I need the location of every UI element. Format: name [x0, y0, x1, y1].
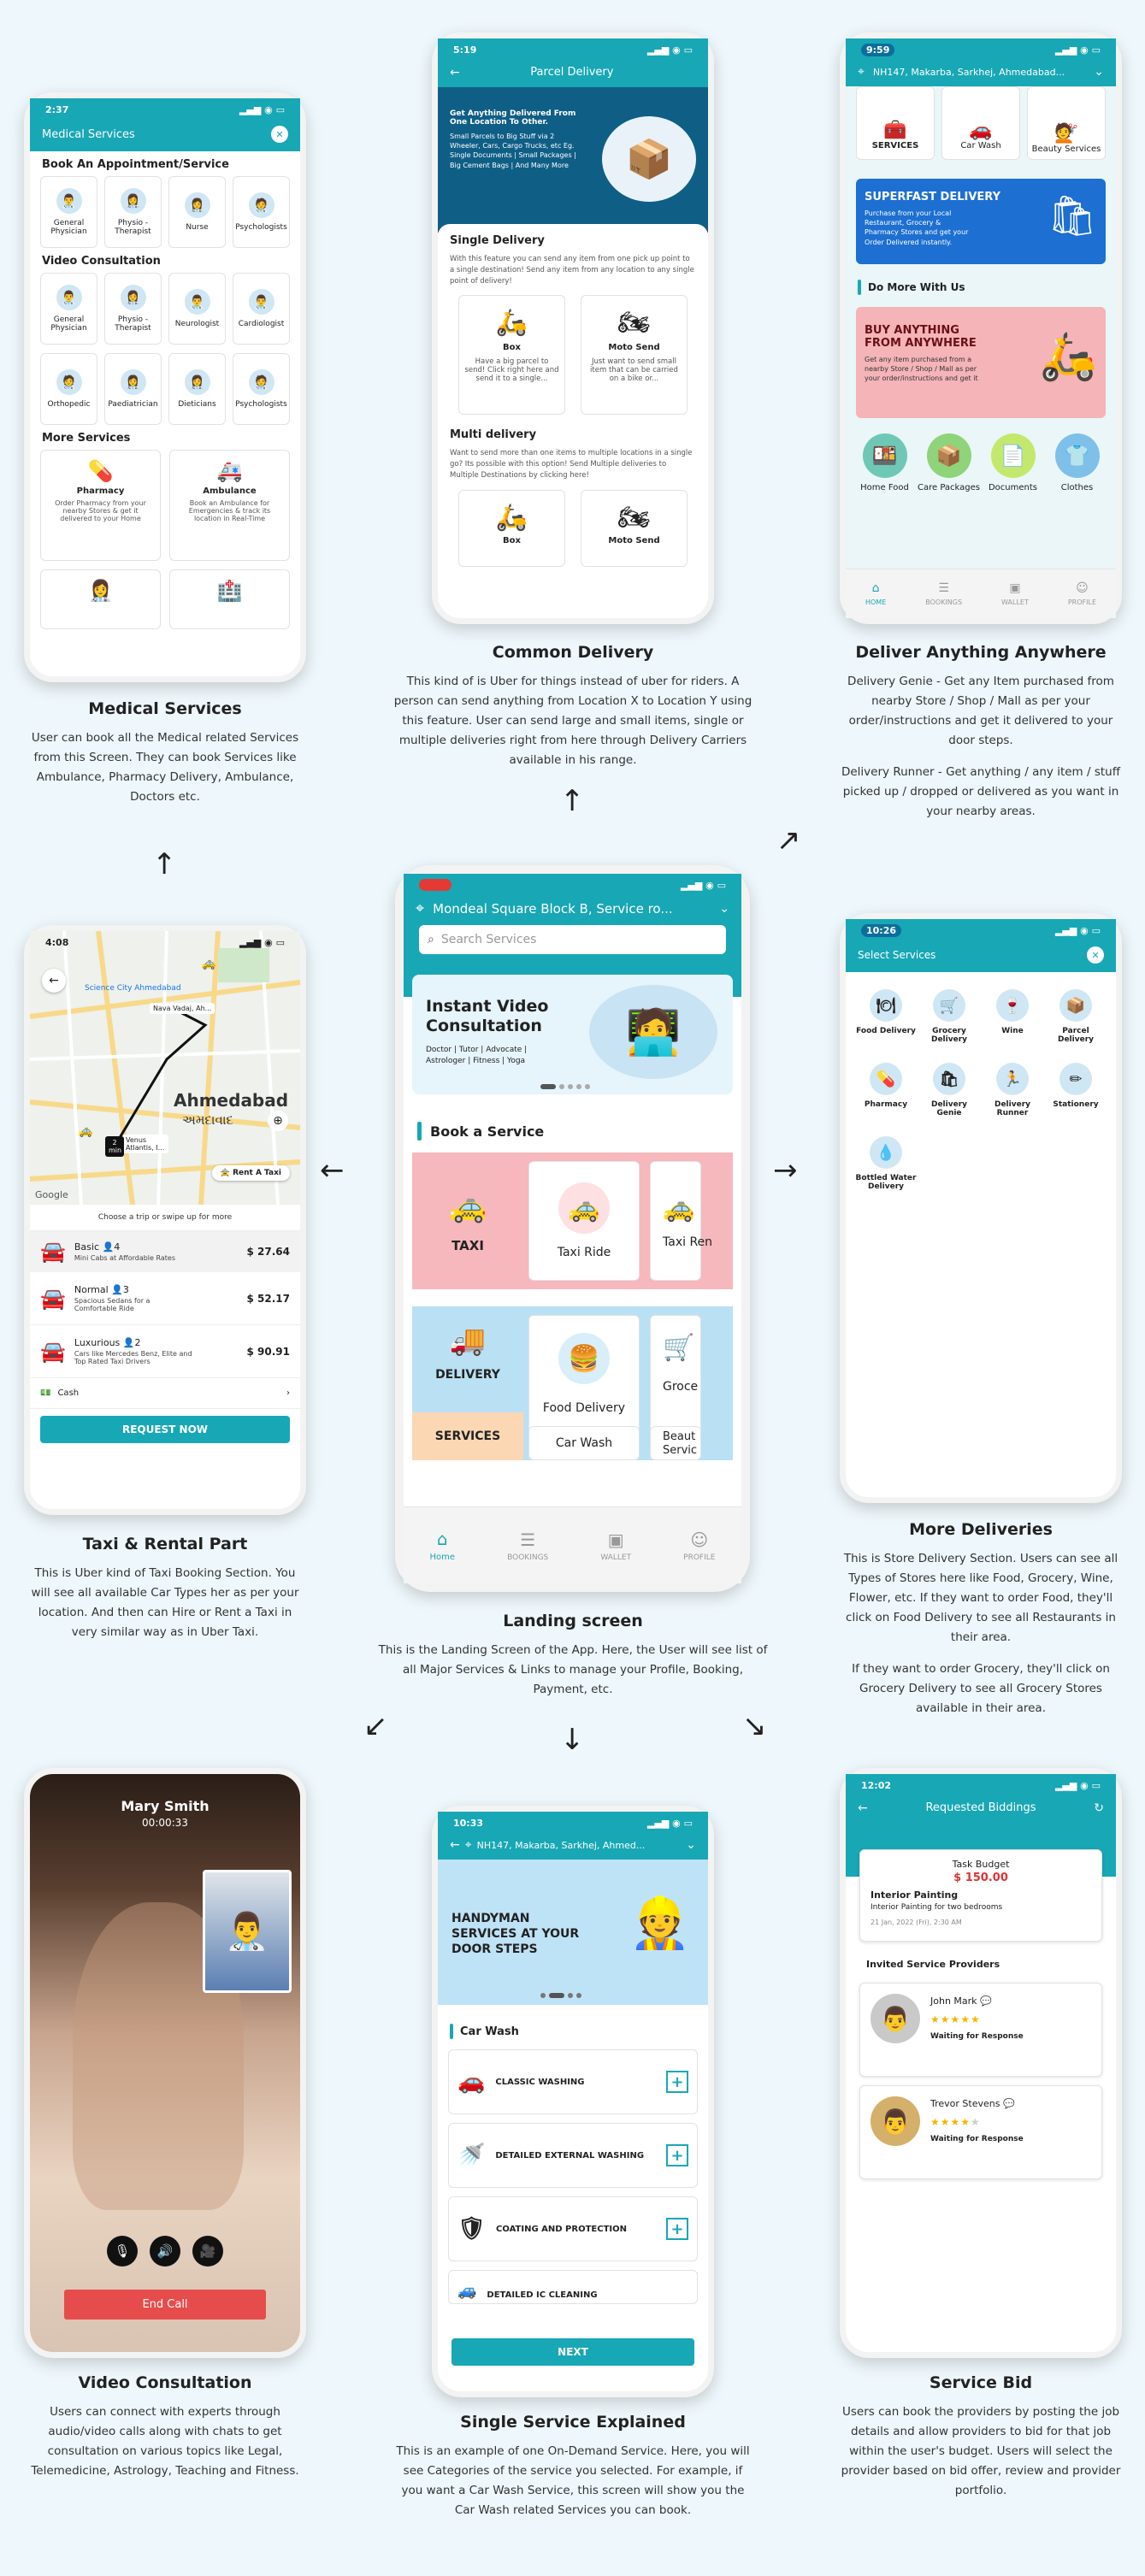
status-time: 10:33: [453, 1817, 484, 1829]
bid-caption: Service Bid Users can book the providers by posting the job details and allow providers to bid for that job within the user's budget. Users will select the provider based on bid offer, review and provider portfolio.: [841, 2373, 1121, 2497]
section-title: Car Wash: [460, 2025, 519, 2038]
taxi-icon: 🚕: [663, 1193, 695, 1223]
status-time: 9:59: [861, 44, 894, 56]
store-type-item[interactable]: 💧 Bottled Water Delivery: [854, 1136, 918, 1191]
signal-icon: ▂▄▆ ◉ ▭: [1054, 924, 1101, 936]
taxi-caption: Taxi & Rental Part This is Uber kind of Taxi Booking Section. You will see all available Car Types her as per your location. And then can Hire or Rent a Taxi in very similar way as in Uber Taxi.: [31, 1535, 299, 1639]
ambulance-card[interactable]: 🚑 Ambulance Book an Ambulance for Emergencies & track its location in Real-Time: [169, 450, 290, 561]
runner-icon: 🏃: [996, 1063, 1029, 1095]
end-call-button[interactable]: End Call: [64, 2290, 266, 2320]
ride-option[interactable]: 🚘 Basic 👤4 Mini Cabs at Affordable Rates $ 27.64: [30, 1231, 300, 1272]
map-city-label: અમદાવાદ: [182, 1112, 233, 1128]
arrow-up-icon: ↑: [560, 784, 585, 818]
mic-off-icon: 🎙: [114, 2243, 131, 2259]
locate-icon[interactable]: ⊕: [268, 1111, 288, 1131]
cash-icon: 💵: [40, 1388, 51, 1398]
box-option[interactable]: 🛵 Box Have a big parcel to send! Click right here and send it to a single...: [458, 295, 565, 415]
doctor-icon: 👨‍⚕️: [249, 289, 274, 315]
truck-icon: 🚚: [449, 1323, 487, 1358]
call-timer: 00:00:33: [142, 1817, 188, 1829]
doctor-icon: 👩‍⚕️: [121, 369, 146, 395]
service-tile[interactable]: 🚗 Car Wash: [941, 86, 1020, 160]
medical-caption: Medical Services User can book all the Medical related Services from this Screen. They can book Services like Ambulance, Pharmacy Delivery, Ambulance, Doctors etc.: [31, 699, 299, 804]
food-icon: 🍱: [863, 433, 907, 478]
video-grid: [30, 273, 300, 425]
chevron-down-icon[interactable]: ⌄: [1094, 65, 1104, 79]
stationery-icon: ✏: [1059, 1063, 1092, 1095]
page-title: Medical Services: [42, 127, 135, 141]
ride-option[interactable]: 🚘 Normal 👤3 Spacious Sedans for a Comfortable Ride $ 52.17: [30, 1272, 300, 1325]
person-icon: 👤: [122, 1337, 135, 1348]
parcel-phone: 5:19 ▂▄▆ ◉ ▭ ← Parcel Delivery Get Anything Delivered From One Location To Other. Small Parcels to Big Stuff via 2 Wheeler, Cars, Cargo Trucks, etc Eg. Single Documents | Small Packages | Big Cement Bags | And Many More 📦 Single Delivery With this feature you can send any item from one pick up point to a single destination! Send any item from any location to any single point of delivery! 🛵 Box Have a big parcel to send! Click right here and send it to a single... 🏍 Moto Send Just want to send small item that can be carried on a bike or... Multi delivery Want to send more than one items to multiple locations in a single go? Its possible with this option! Send Multiple deliveries to Multiple Destinations by clicking here! 🛵 Box 🏍 Moto Send: [432, 32, 714, 624]
home-icon: ⌂: [436, 1529, 448, 1549]
arrow-up-icon: ↑: [152, 847, 177, 881]
service-tile[interactable]: 🧑‍⚕️ Psychologists: [233, 176, 290, 248]
back-icon[interactable]: ←: [450, 65, 460, 80]
close-icon[interactable]: ✕: [271, 126, 288, 143]
person-icon: 👤: [102, 1241, 115, 1253]
pharmacy-icon: 💊: [870, 1063, 902, 1095]
map-label: Science City Ahmedabad: [85, 984, 181, 993]
doctor-icon: 👩‍⚕️: [121, 285, 146, 310]
status-time: 2:37: [45, 103, 69, 115]
scooter-icon: 🛵: [1039, 329, 1097, 383]
location-pin-icon: ⌖: [858, 65, 865, 79]
section-title: Do More With Us: [868, 281, 965, 293]
store-type-item[interactable]: 🍷 Wine: [981, 989, 1044, 1044]
category-home-food[interactable]: 🍱 Home Food: [853, 433, 917, 492]
task-card: Task Budget $ 150.00 Interior Painting Interior Painting for two bedrooms 21 Jan, 2022 (Fri), 2:30 AM: [859, 1849, 1102, 1942]
person-icon: 👤: [111, 1284, 123, 1295]
self-view: [203, 1870, 292, 1993]
signal-icon: ▂▄▆ ◉ ▭: [1054, 1779, 1101, 1791]
camera-button[interactable]: [192, 2236, 223, 2267]
water-bottle-icon: 💧: [870, 1136, 902, 1169]
taxi-icon: 🚕: [448, 1189, 487, 1224]
doctor-icon: 👩‍⚕️: [185, 369, 210, 395]
arrow-se-icon: ↘: [742, 1709, 767, 1743]
car-icon: 🚖: [220, 1169, 233, 1177]
service-tile[interactable]: 👨‍⚕️ Cardiologist: [233, 273, 290, 345]
eta-badge: 2 min: [105, 1136, 124, 1157]
record-indicator-icon: [419, 879, 452, 891]
stores-caption: More Deliveries This is Store Delivery Section. Users can see all Types of Stores here like Food, Grocery, Wine, Flower, etc. If they want to order Food, they'll click on Food Delivery to see all Restaurants in their area. If they want to order Grocery, they'll click on Grocery Delivery to see all Grocery Stores available in their area.: [843, 1520, 1118, 1715]
car-icon: 🚘: [40, 1240, 66, 1264]
service-tile[interactable]: 👩‍⚕️ Paediatrician: [104, 353, 162, 425]
wallet-icon: ▣: [1009, 581, 1021, 595]
doctor-icon: 👨‍⚕️: [185, 289, 210, 315]
more-card[interactable]: [40, 569, 161, 629]
provider-card[interactable]: 👨 Trevor Stevens 💬 ★★★★★ Waiting for Response: [859, 2085, 1102, 2179]
grocery-icon: 🛒: [663, 1333, 695, 1363]
avatar: 👨: [871, 1994, 920, 2043]
store-type-item[interactable]: 🛍 Delivery Genie: [918, 1063, 981, 1117]
service-tile[interactable]: 👨‍⚕️ General Physician: [40, 273, 97, 345]
store-type-item[interactable]: ✏ Stationery: [1044, 1063, 1107, 1117]
location-text[interactable]: Mondeal Square Block B, Service ro...: [433, 901, 673, 917]
close-icon[interactable]: ✕: [1087, 946, 1104, 964]
map-label: Venus Atlantis, I...: [122, 1135, 168, 1153]
video-camera-icon: 🎥: [199, 2243, 216, 2259]
speaker-button[interactable]: [150, 2236, 180, 2267]
category-clothes[interactable]: 👕 Clothes: [1045, 433, 1109, 492]
handyman-banner[interactable]: HANDYMAN SERVICES AT YOUR DOOR STEPS 👷: [438, 1860, 708, 2005]
chat-icon[interactable]: 💬: [1002, 2098, 1015, 2109]
status-time: 12:02: [861, 1779, 892, 1791]
chat-icon[interactable]: 💬: [980, 1995, 992, 2007]
video-call-illustration-icon: 🧑‍💻: [589, 985, 717, 1079]
beauty-icon: 💇: [1054, 123, 1078, 144]
bookings-icon: ☰: [938, 581, 949, 595]
search-icon: ⌕: [428, 933, 434, 946]
shield-icon: 🛡: [457, 2216, 487, 2242]
anything-phone: [840, 32, 1122, 624]
store-type-item[interactable]: 🏃 Delivery Runner: [981, 1063, 1044, 1117]
moto-option[interactable]: 🏍 Moto Send Just want to send small item that can be carried on a bike or...: [581, 295, 688, 415]
service-tile[interactable]: 👩‍⚕️ Nurse: [168, 176, 226, 248]
doctor-icon: 👨‍⚕️: [56, 188, 82, 214]
nav-bookings[interactable]: ☰ BOOKINGS: [507, 1529, 549, 1562]
appointment-grid: [30, 176, 300, 248]
pharmacy-icon: 💊: [87, 459, 114, 483]
service-tile[interactable]: 🧑‍⚕️ Psychologists: [233, 353, 290, 425]
accent-bar: [858, 280, 861, 295]
car-wash-card[interactable]: Car Wash: [528, 1426, 640, 1460]
map-label: Nava Vadaj, Ah...: [150, 1003, 215, 1014]
store-type-item[interactable]: 💊 Pharmacy: [854, 1063, 918, 1117]
bottom-nav: [404, 1506, 741, 1583]
doctor-icon: 🧑‍⚕️: [249, 369, 274, 395]
bookings-icon: ☰: [520, 1529, 536, 1550]
car-icon: 🚘: [40, 1339, 66, 1364]
add-icon[interactable]: +: [666, 2144, 688, 2166]
video-banner[interactable]: Instant Video Consultation Doctor | Tutor | Advocate | Astrologer | Fitness | Yoga 🧑‍💻: [412, 975, 733, 1094]
chevron-right-icon: ›: [286, 1388, 290, 1398]
services-tile[interactable]: SERVICES: [412, 1412, 523, 1460]
more-card[interactable]: [169, 569, 290, 629]
section-title: Multi delivery: [450, 428, 537, 442]
section-title: Single Delivery: [450, 234, 545, 247]
provider-card[interactable]: 👨 John Mark 💬 ★★★★★ Waiting for Response: [859, 1983, 1102, 2077]
arrow-left-icon: ←: [320, 1153, 345, 1188]
car-wash-icon: 🚗: [969, 120, 993, 141]
status-time: 10:26: [861, 924, 901, 937]
box-icon: 🛵: [495, 502, 528, 533]
search-box[interactable]: ⌕ Search Services: [419, 925, 726, 954]
refresh-icon[interactable]: ↻: [1094, 1801, 1104, 1815]
store-type-item[interactable]: 📦 Parcel Delivery: [1044, 989, 1107, 1044]
nav-home[interactable]: ⌂ HOME: [865, 581, 887, 606]
service-tile[interactable]: 💇 Beauty Services: [1027, 86, 1106, 160]
rating-stars: ★★★★★: [930, 2116, 981, 2128]
nav-profile[interactable]: ☺ PROFILE: [1067, 581, 1096, 606]
store-type-item[interactable]: 🍽 Food Delivery: [854, 989, 918, 1044]
buy-anything-banner[interactable]: BUY ANYTHING FROM ANYWHERE Get any item purchased from a nearby Store / Shop / Mall as per your order/instructions and get it 🛵: [856, 307, 1106, 418]
payment-method[interactable]: 💵 Cash ›: [30, 1378, 300, 1409]
grocery-card[interactable]: 🛒 Groce: [650, 1315, 701, 1460]
location-text[interactable]: NH147, Makarba, Sarkhej, Ahmed...: [476, 1839, 646, 1851]
taxi-phone: 4:08 ▂▄▆ ◉ ▭ ← Science City Ahmedabad Nava Vadaj, Ah... Ahmedabad અમદાવાદ Venus Atlantis, I... 2 min Google ⊕ 🚖 Rent A Taxi 🚕 🚕 Choose a trip or swipe up for more 🚘 Basic 👤4 Mini Cabs at Affordable Rates $ 27.64 🚘 Normal 👤3 Spacious Sedans for a Comfortable Ride $ 52.17 🚘 Luxurious 👤2 Cars like Mercedes Benz, Elite and Top Rated Taxi Drivers $ 90.91 💵 Cash › REQUEST NOW: [24, 925, 306, 1515]
box-icon: 🛵: [495, 308, 528, 339]
food-delivery-card[interactable]: 🍔 Food Delivery: [528, 1315, 640, 1460]
map-city-label: Ahmedabad: [174, 1090, 289, 1111]
next-button[interactable]: NEXT: [452, 2338, 694, 2366]
car-wash-icon: 🚿: [457, 2143, 486, 2168]
moto-option[interactable]: 🏍 Moto Send: [581, 490, 688, 567]
bid-phone: [840, 1768, 1122, 2358]
section-title: Invited Service Providers: [866, 1959, 1000, 1970]
hospital-icon: 🏥: [216, 579, 243, 603]
delivery-tile[interactable]: 🚚 DELIVERY: [435, 1323, 500, 1382]
page-title: Requested Biddings: [925, 1801, 1036, 1814]
pharmacy-card[interactable]: 💊 Pharmacy Order Pharmacy from your nearby Stores & get it delivered to your Home: [40, 450, 161, 561]
add-icon[interactable]: +: [666, 2071, 688, 2093]
location-text[interactable]: NH147, Makarba, Sarkhej, Ahmedabad...: [872, 66, 1065, 78]
single-service-phone: [432, 1806, 714, 2397]
home-icon: ⌂: [871, 581, 880, 595]
signal-icon: ▂▄▆ ◉ ▭: [646, 1817, 693, 1829]
location-pin-icon: ⌖: [464, 1838, 472, 1852]
service-list-item[interactable]: 🚗 CLASSIC WASHING +: [448, 2049, 698, 2114]
taxi-icon: 🚕: [558, 1182, 610, 1234]
clothes-icon: 👕: [1055, 433, 1100, 478]
video-caption: Video Consultation Users can connect with experts through audio/video calls along with chats to get consultation on various topics like Legal, Telemedicine, Astrology, Teaching and Fitness.: [31, 2373, 299, 2478]
status-time: 4:08: [45, 936, 69, 948]
accent-bar: [417, 1122, 422, 1141]
store-type-item[interactable]: 🛒 Grocery Delivery: [918, 989, 981, 1044]
chevron-down-icon[interactable]: ⌄: [719, 902, 729, 916]
nurse-icon: 👩‍⚕️: [87, 579, 114, 603]
carousel-dots: [540, 1993, 581, 1998]
moto-icon: 🏍: [617, 308, 651, 339]
taxi-ride-card[interactable]: 🚕 Taxi Ride: [528, 1161, 640, 1281]
doctor-icon: 🧑‍⚕️: [56, 369, 82, 395]
arrow-down-icon: ↓: [560, 1723, 585, 1757]
car-icon: 🚘: [40, 1286, 66, 1311]
genie-icon: 🛍: [933, 1063, 965, 1095]
doctor-icon: 👨‍⚕️: [224, 1910, 270, 1952]
food-icon: 🍔: [558, 1333, 610, 1384]
page-title: Select Services: [858, 949, 936, 961]
services-icon: 🧰: [883, 120, 907, 141]
service-list-item[interactable]: 🛡 COATING AND PROTECTION +: [448, 2196, 698, 2261]
rent-taxi-button[interactable]: 🚖 Rent A Taxi: [212, 1165, 290, 1181]
service-list-item[interactable]: 🚿 DETAILED EXTERNAL WASHING +: [448, 2123, 698, 2188]
add-icon[interactable]: +: [666, 2218, 688, 2240]
section-title: Book a Service: [430, 1123, 545, 1140]
nurse-icon: 👩‍⚕️: [185, 192, 210, 218]
signal-icon: ▂▄▆ ◉ ▭: [239, 103, 285, 115]
budget-amount: $ 150.00: [953, 1872, 1008, 1884]
nav-wallet[interactable]: ▣ WALLET: [1001, 581, 1029, 606]
handyman-icon: 👷: [629, 1894, 691, 1952]
category-care-packages[interactable]: 📦 Care Packages: [917, 433, 981, 492]
mute-button[interactable]: [107, 2236, 138, 2267]
service-list-item[interactable]: 🚙 DETAILED IC CLEANING: [448, 2270, 698, 2304]
category-documents[interactable]: 📄 Documents: [981, 433, 1045, 492]
car-wash-icon: 🚗: [457, 2069, 486, 2095]
arrow-ne-icon: ↗: [776, 823, 801, 858]
page-title: Parcel Delivery: [530, 66, 614, 79]
map-roads: [30, 931, 300, 1205]
signal-icon: ▂▄▆ ◉ ▭: [646, 44, 693, 56]
delivery-illustration-icon: 📦: [602, 116, 696, 202]
service-tile[interactable]: 🧑‍⚕️ Orthopedic: [40, 353, 97, 425]
grocery-bag-icon: 🛍: [1047, 192, 1097, 239]
anything-caption: Deliver Anything Anywhere Delivery Genie - Get any Item purchased from nearby Store / Shop / Mall as per your order/instructions and get it delivered to your door steps. Delivery Runner - Get anything / any item / stuff picked up / dropped or delivered as you want in your nearby areas.: [841, 643, 1121, 818]
doctor-icon: 🧑‍⚕️: [249, 192, 274, 218]
back-icon[interactable]: ←: [858, 1801, 868, 1815]
food-icon: 🍽: [870, 989, 902, 1022]
rating-stars: ★★★★★: [930, 2013, 981, 2025]
status-time: 5:19: [453, 44, 477, 56]
profile-icon: ☺: [690, 1529, 709, 1550]
chevron-down-icon[interactable]: ⌄: [686, 1838, 696, 1852]
profile-icon: ☺: [1076, 581, 1089, 595]
car-icon: 🚕: [201, 957, 216, 970]
section-title: Video Consultation: [42, 255, 161, 268]
service-tile[interactable]: 🧰 SERVICES: [856, 86, 935, 160]
doctor-icon: 👨‍⚕️: [56, 285, 82, 310]
package-icon: 📦: [927, 433, 971, 478]
wallet-icon: ▣: [607, 1529, 624, 1550]
carousel-dots: [540, 1084, 590, 1089]
video-phone: [24, 1768, 306, 2358]
caller-name: Mary Smith: [121, 1798, 210, 1814]
document-icon: 📄: [991, 433, 1036, 478]
car-icon: 🚕: [78, 1124, 93, 1138]
parcel-caption: Common Delivery This kind of is Uber for things instead of uber for riders. A person can send anything from Location X to Location Y using this feature. User can send large and small items, single or multiple deliveries right from here through Delivery Carriers available in his range.: [393, 643, 753, 767]
landing-caption: Landing screen This is the Landing Screen of the App. Here, the User will see list of all Major Services & Links to manage your Profile, Booking, Payment, etc.: [378, 1612, 768, 1696]
beauty-card[interactable]: Beaut Servic: [650, 1426, 701, 1460]
map[interactable]: [30, 931, 300, 1205]
request-button[interactable]: REQUEST NOW: [40, 1416, 290, 1443]
section-title: More Services: [42, 432, 131, 445]
medical-phone: [24, 92, 306, 682]
single-service-caption: Single Service Explained This is an example of one On-Demand Service. Here, you will see Categories of the service you selected. For example, if you want a Car Wash Service, this screen will show you the Car Wash related Services you can book.: [396, 2413, 750, 2517]
stores-phone: [840, 913, 1122, 1503]
doctor-icon: 👩‍⚕️: [121, 188, 146, 214]
nav-profile[interactable]: ☺ PROFILE: [683, 1529, 716, 1562]
ride-option[interactable]: 🚘 Luxurious 👤2 Cars like Mercedes Benz, Elite and Top Rated Taxi Drivers $ 90.91: [30, 1325, 300, 1378]
landing-phone: [395, 865, 750, 1592]
section-title: Book An Appointment/Service: [42, 158, 229, 171]
taxi-tile[interactable]: 🚕 TAXI: [448, 1189, 487, 1253]
nav-wallet[interactable]: ▣ WALLET: [600, 1529, 632, 1562]
superfast-banner[interactable]: SUPERFAST DELIVERY Purchase from your Local Restaurant, Grocery & Pharmacy Stores and get your Order Delivered instantly. 🛍: [856, 179, 1106, 264]
speaker-icon: 🔊: [156, 2243, 174, 2259]
signal-icon: ▂▄▆ ◉ ▭: [239, 936, 285, 948]
accent-bar: [450, 2024, 453, 2039]
service-tile[interactable]: 👩‍⚕️ Dieticians: [168, 353, 226, 425]
bottom-nav: [846, 569, 1116, 618]
service-tile[interactable]: 👩‍⚕️ Physio - Therapist: [104, 176, 162, 248]
location-pin-icon: ⌖: [416, 899, 425, 917]
service-tile[interactable]: 👩‍⚕️ Physio - Therapist: [104, 273, 162, 345]
back-button[interactable]: ←: [42, 969, 66, 993]
car-wash-icon: 🚙: [457, 2282, 477, 2300]
moto-icon: 🏍: [617, 502, 651, 533]
arrow-right-icon: →: [773, 1153, 798, 1188]
service-tile[interactable]: 👨‍⚕️ Neurologist: [168, 273, 226, 345]
nav-bookings[interactable]: ☰ BOOKINGS: [925, 581, 963, 606]
avatar: 👨: [871, 2096, 920, 2146]
google-logo: Google: [35, 1189, 68, 1200]
service-tile[interactable]: 👨‍⚕️ General Physician: [40, 176, 97, 248]
back-icon[interactable]: ←: [450, 1838, 460, 1852]
taxi-rent-card[interactable]: 🚕 Taxi Ren: [650, 1161, 701, 1281]
ambulance-icon: 🚑: [216, 459, 243, 483]
signal-icon: ▂▄▆ ◉ ▭: [680, 879, 726, 891]
grocery-icon: 🛒: [933, 989, 965, 1022]
parcel-icon: 📦: [1059, 989, 1092, 1022]
wine-icon: 🍷: [996, 989, 1029, 1022]
box-option[interactable]: 🛵 Box: [458, 490, 565, 567]
nav-home[interactable]: ⌂ Home: [429, 1529, 456, 1562]
parcel-banner: Get Anything Delivered From One Location To Other. Small Parcels to Big Stuff via 2 Wheeler, Cars, Cargo Trucks, etc Eg. Single Documents | Small Packages | Big Cement Bags | And Many More 📦: [438, 87, 708, 233]
arrow-sw-icon: ↙: [363, 1709, 388, 1743]
signal-icon: ▂▄▆ ◉ ▭: [1054, 44, 1101, 56]
